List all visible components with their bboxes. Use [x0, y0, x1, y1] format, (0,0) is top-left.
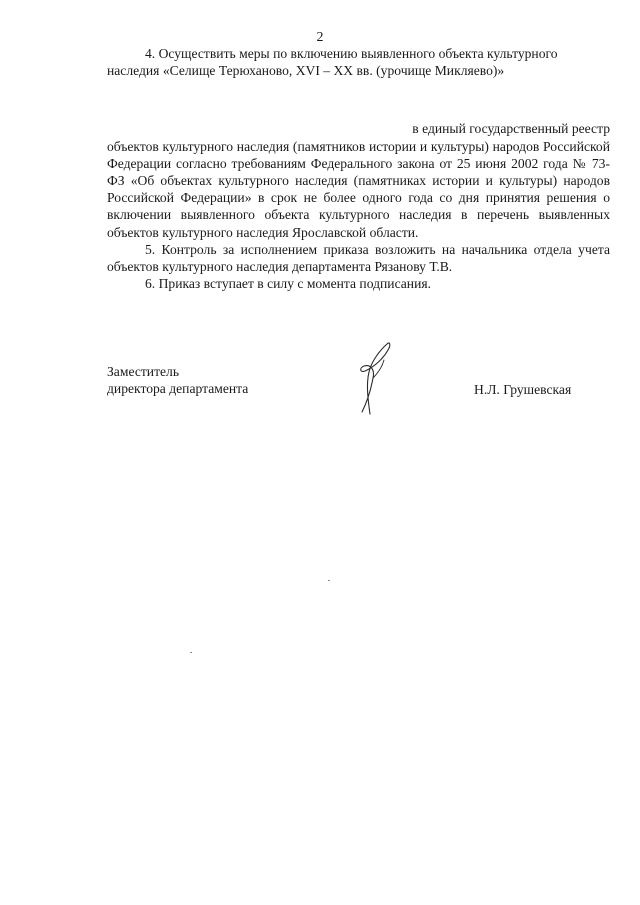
page-number: 2: [316, 30, 324, 45]
paragraph-5: 5. Контроль за исполнением приказа возложить на начальника отдела учета объектов культурного наследия департамента Рязанову Т.В.: [107, 241, 610, 275]
paragraph-4-continuation: объектов культурного наследия (памятников истории и культуры) народов Российской Федерации согласно требованиям Федерального закона от 25 июня 2002 года № 73-ФЗ «Об объектах культурного наследия (памятниках истории и культуры) народов Российской Федерации» в срок не более одного года со дня принятия решения о включении выявленного объекта культурного наследия в перечень выявленных объектов культурного наследия Ярославской области.: [107, 138, 610, 240]
blank-gap: [107, 79, 610, 120]
paragraph-6: 6. Приказ вступает в силу с момента подписания.: [145, 276, 431, 292]
paragraph-4-line-1: 4. Осуществить меры по включению выявленного объекта культурного: [145, 46, 558, 61]
signatory-position-line-2: директора департамента: [107, 381, 249, 397]
paragraph-4-line-2: наследия «Селище Терюханово, XVI – XX вв. (урочище Микляево)»: [107, 63, 505, 79]
signatory-position: [107, 363, 248, 398]
paragraph-4-continuation-start: в единый государственный реестр: [412, 121, 610, 137]
scan-speck: [328, 580, 330, 581]
handwritten-signature: [340, 336, 400, 418]
document-body: [107, 45, 610, 292]
signatory-name: Н.Л. Грушевская: [474, 382, 572, 397]
scan-speck: [190, 652, 192, 653]
signatory-position-line-1: Заместитель: [107, 364, 180, 379]
